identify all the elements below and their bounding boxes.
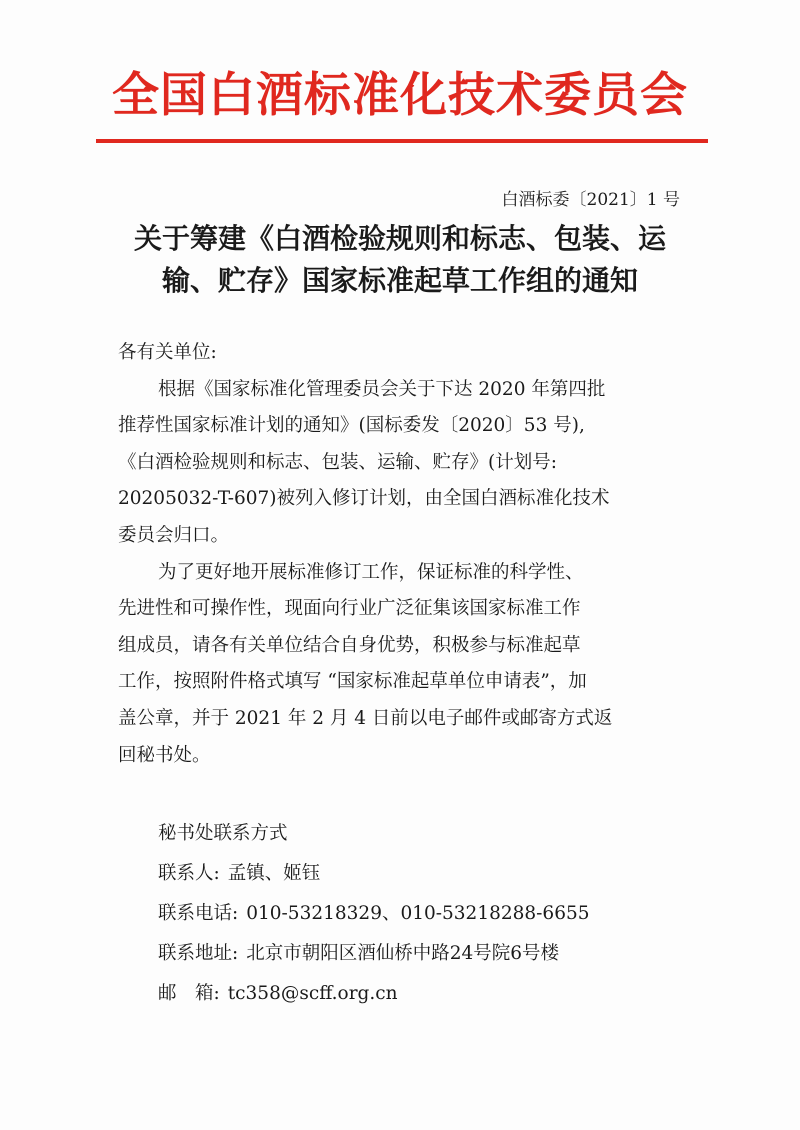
document-title bbox=[0, 218, 800, 302]
paragraph-2-line: 盖公章，并于 2021 年 2 月 4 日前以电子邮件或邮寄方式返 bbox=[118, 707, 613, 729]
paragraph-1-line: 委员会归口。 bbox=[118, 524, 230, 546]
paragraph-1-line: 推荐性国家标准计划的通知》(国标委发〔2020〕53 号), bbox=[118, 415, 585, 437]
paragraph-2-line: 为了更好地开展标准修订工作，保证标准的科学性、 bbox=[158, 561, 584, 583]
title-line-1: 关于筹建《白酒检验规则和标志、包装、运 bbox=[133, 222, 666, 255]
contact-address-value: 北京市朝阳区酒仙桥中路24号院6号楼 bbox=[246, 943, 560, 964]
salutation: 各有关单位: bbox=[118, 342, 217, 363]
paragraph-1-line: 20205032-T-607)被列入修订计划，由全国白酒标准化技术 bbox=[118, 488, 610, 510]
contact-phone-value: 010-53218329、010-53218288-6655 bbox=[246, 903, 590, 924]
contact-email-label: 邮 箱: bbox=[158, 983, 220, 1004]
contact-heading: 秘书处联系方式 bbox=[158, 823, 288, 844]
contact-email bbox=[158, 974, 590, 1014]
title-line-2: 输、贮存》国家标准起草工作组的通知 bbox=[161, 264, 638, 297]
contact-person-label: 联系人: bbox=[158, 863, 220, 884]
paragraph-2-line: 回秘书处。 bbox=[118, 744, 211, 766]
paragraph-2-line: 先进性和可操作性，现面向行业广泛征集该国家标准工作 bbox=[118, 598, 581, 620]
contact-person bbox=[158, 854, 590, 894]
contact-address bbox=[158, 934, 590, 974]
organization-header: 全国白酒标准化技术委员会 bbox=[112, 68, 688, 123]
paragraph-1-line: 《白酒检验规则和标志、包装、运输、贮存》(计划号: bbox=[118, 451, 557, 473]
document-number: 白酒标委〔2021〕1 号 bbox=[501, 190, 680, 210]
notice-body bbox=[118, 335, 678, 774]
paragraph-2-line: 工作，按照附件格式填写 “国家标准起草单位申请表”，加 bbox=[118, 671, 587, 693]
contact-address-label: 联系地址: bbox=[158, 943, 239, 964]
contact-phone-label: 联系电话: bbox=[158, 903, 239, 924]
contact-phone bbox=[158, 894, 590, 934]
contact-person-value: 孟镇、姬钰 bbox=[227, 863, 321, 884]
header-divider bbox=[96, 139, 708, 143]
contact-block bbox=[158, 814, 590, 1014]
paragraph-1-line: 根据《国家标准化管理委员会关于下达 2020 年第四批 bbox=[158, 378, 606, 400]
paragraph-2-line: 组成员，请各有关单位结合自身优势，积极参与标准起草 bbox=[118, 634, 581, 656]
contact-email-value: tc358@scff.org.cn bbox=[227, 983, 398, 1004]
